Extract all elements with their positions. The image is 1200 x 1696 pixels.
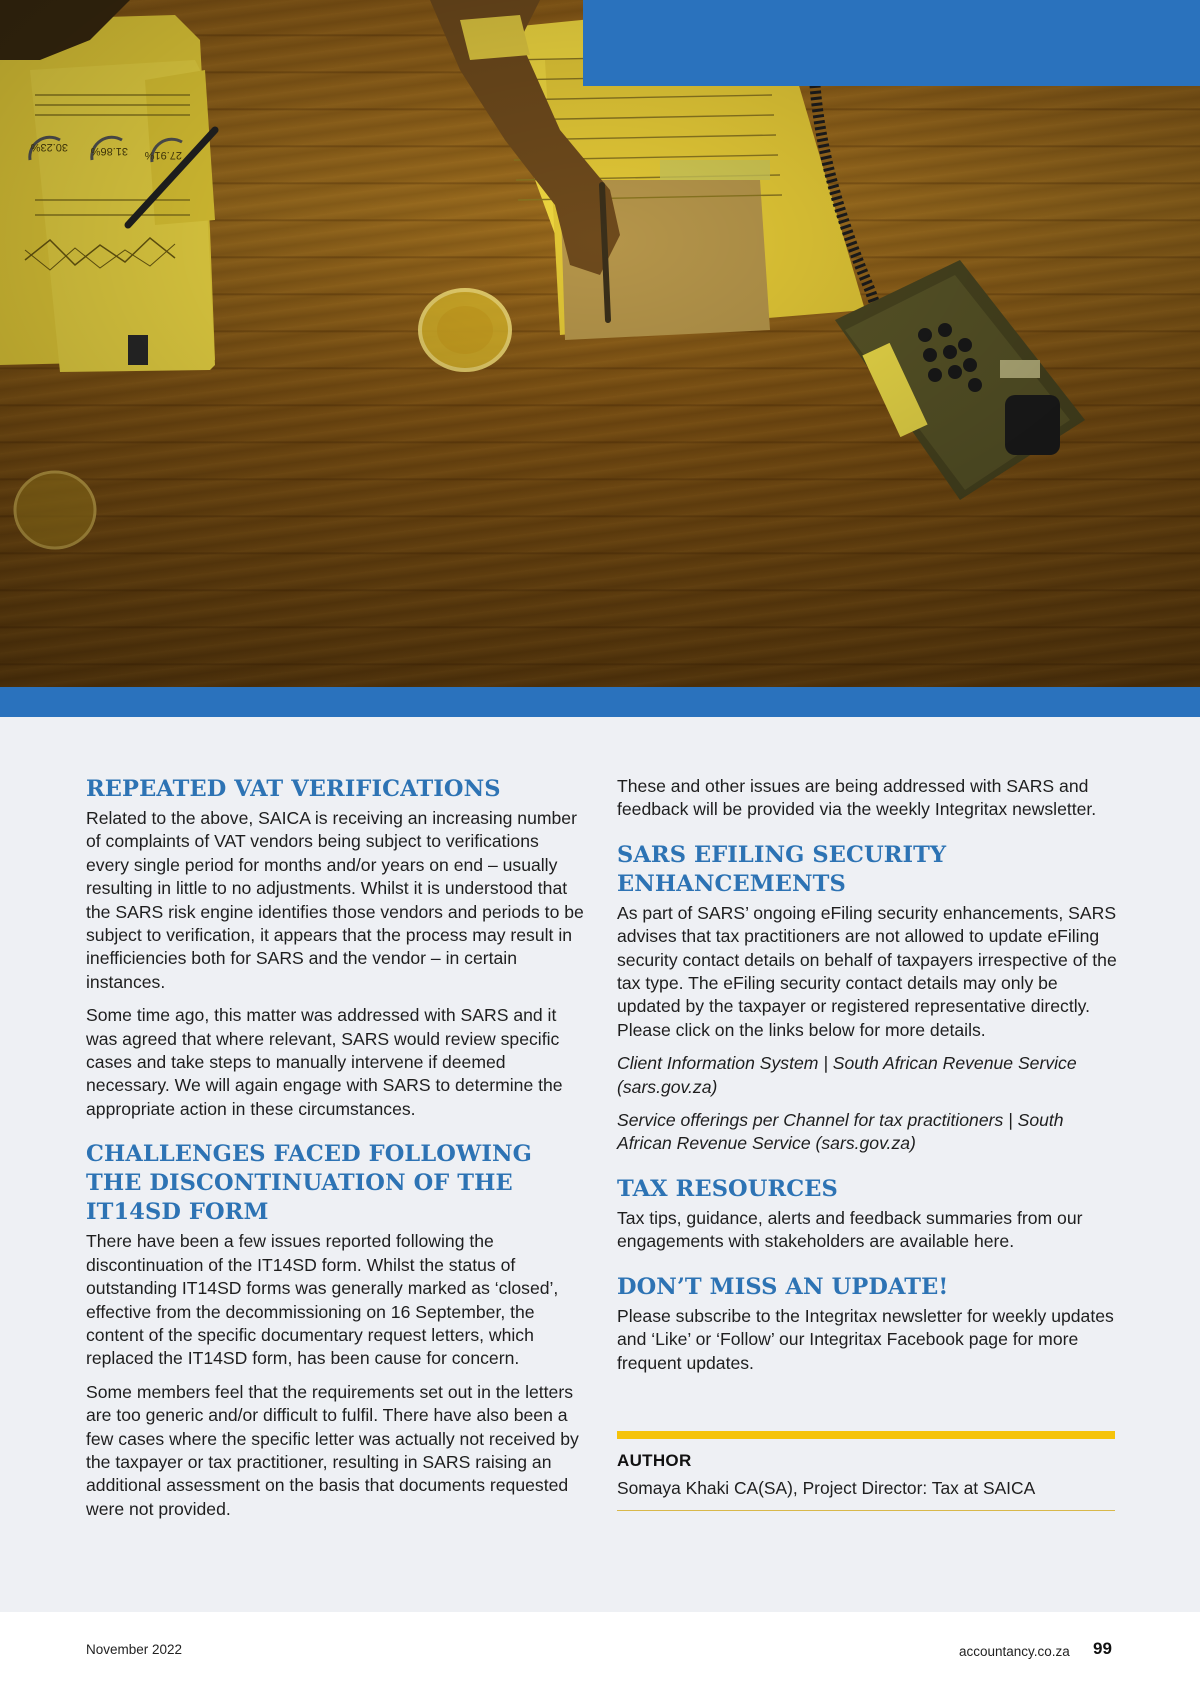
paragraph: There have been a few issues reported following the discontinuation of the IT14SD form. Whilst the status of outstanding IT14SD forms was generally marked as ‘closed’, effective from the decommissioning on 16 September, the content of the specific documentary request letters, which replaced the IT14SD form, has been cause for concern. — [86, 1231, 559, 1369]
section-heading: TAX RESOURCES — [617, 1175, 838, 1202]
article-body — [0, 717, 1200, 1612]
page-number: 99 — [1093, 1639, 1112, 1658]
paragraph: These and other issues are being addressed with SARS and feedback will be provided via the weekly Integritax newsletter. — [617, 776, 1097, 820]
paragraph: Some time ago, this matter was addressed with SARS and it was agreed that where relevant, SARS would review specific cases and take steps to manually intervene if deemed necessary. We will again engage with SARS to determine the appropriate action in these circumstances. — [86, 1005, 563, 1119]
paragraph: Tax tips, guidance, alerts and feedback summaries from our engagements with stakeholders are available here. — [617, 1207, 1083, 1252]
author-label: AUTHOR — [617, 1450, 692, 1470]
issue-date: November 2022 — [86, 1642, 183, 1657]
section-heading: REPEATED VAT VERIFICATIONS — [86, 776, 501, 802]
sars-link-client-information[interactable]: Client Information System | South African Revenue Service (sars.gov.za) — [617, 1053, 1077, 1097]
blue-divider-band — [0, 687, 1200, 717]
section-heading: CHALLENGES FACED FOLLOWING THE DISCONTINUATION OF THE IT14SD FORM — [86, 1141, 532, 1226]
paragraph: Some members feel that the requirements set out in the letters are too generic and/or difficult to fulfil. There have also been a few cases where the specific letter was actually not received by the taxpayer or tax practitioner, resulting in SARS raising an additional assessment on the basis that documents requested were not provided. — [86, 1381, 579, 1519]
right-column — [617, 775, 1117, 1511]
author-divider — [617, 1431, 1115, 1439]
section-heading: SARS EFILING SECURITY ENHANCEMENTS — [617, 841, 947, 897]
paragraph: Related to the above, SAICA is receiving an increasing number of complaints of VAT vendors being subject to verifications every single period for months and/or years on end – usually resulting in little to no adjustments. Whilst it is understood that the SARS risk engine identifies those vendors and periods to be subject to verification, it appears that the process may result in inefficiencies both for SARS and the vendor – in certain instances. — [86, 808, 584, 992]
author-name: Somaya Khaki CA(SA), Project Director: Tax at SAICA — [617, 1477, 1036, 1498]
sars-link-service-offerings[interactable]: Service offerings per Channel for tax practitioners | South African Revenue Service (sars.gov.za) — [617, 1110, 1064, 1154]
page-footer — [0, 1612, 1200, 1696]
hero-photo — [0, 0, 1200, 687]
top-accent-block — [583, 0, 1200, 86]
desk-illustration — [0, 0, 1200, 687]
website-link[interactable]: accountancy.co.za — [959, 1644, 1070, 1659]
author-underline — [617, 1510, 1115, 1511]
section-heading: DON’T MISS AN UPDATE! — [617, 1273, 949, 1300]
paragraph: Please subscribe to the Integritax newsletter for weekly updates and ‘Like’ or ‘Follow’ our Integritax Facebook page for more frequent updates. — [617, 1305, 1114, 1373]
paragraph: As part of SARS’ ongoing eFiling security enhancements, SARS advises that tax practitioners are not allowed to update eFiling security contact details on behalf of taxpayers irrespective of the tax type. The eFiling security contact details may only be updated by the taxpayer or registered representative directly. Please click on the links below for more details. — [617, 902, 1117, 1040]
left-column — [86, 775, 586, 1521]
